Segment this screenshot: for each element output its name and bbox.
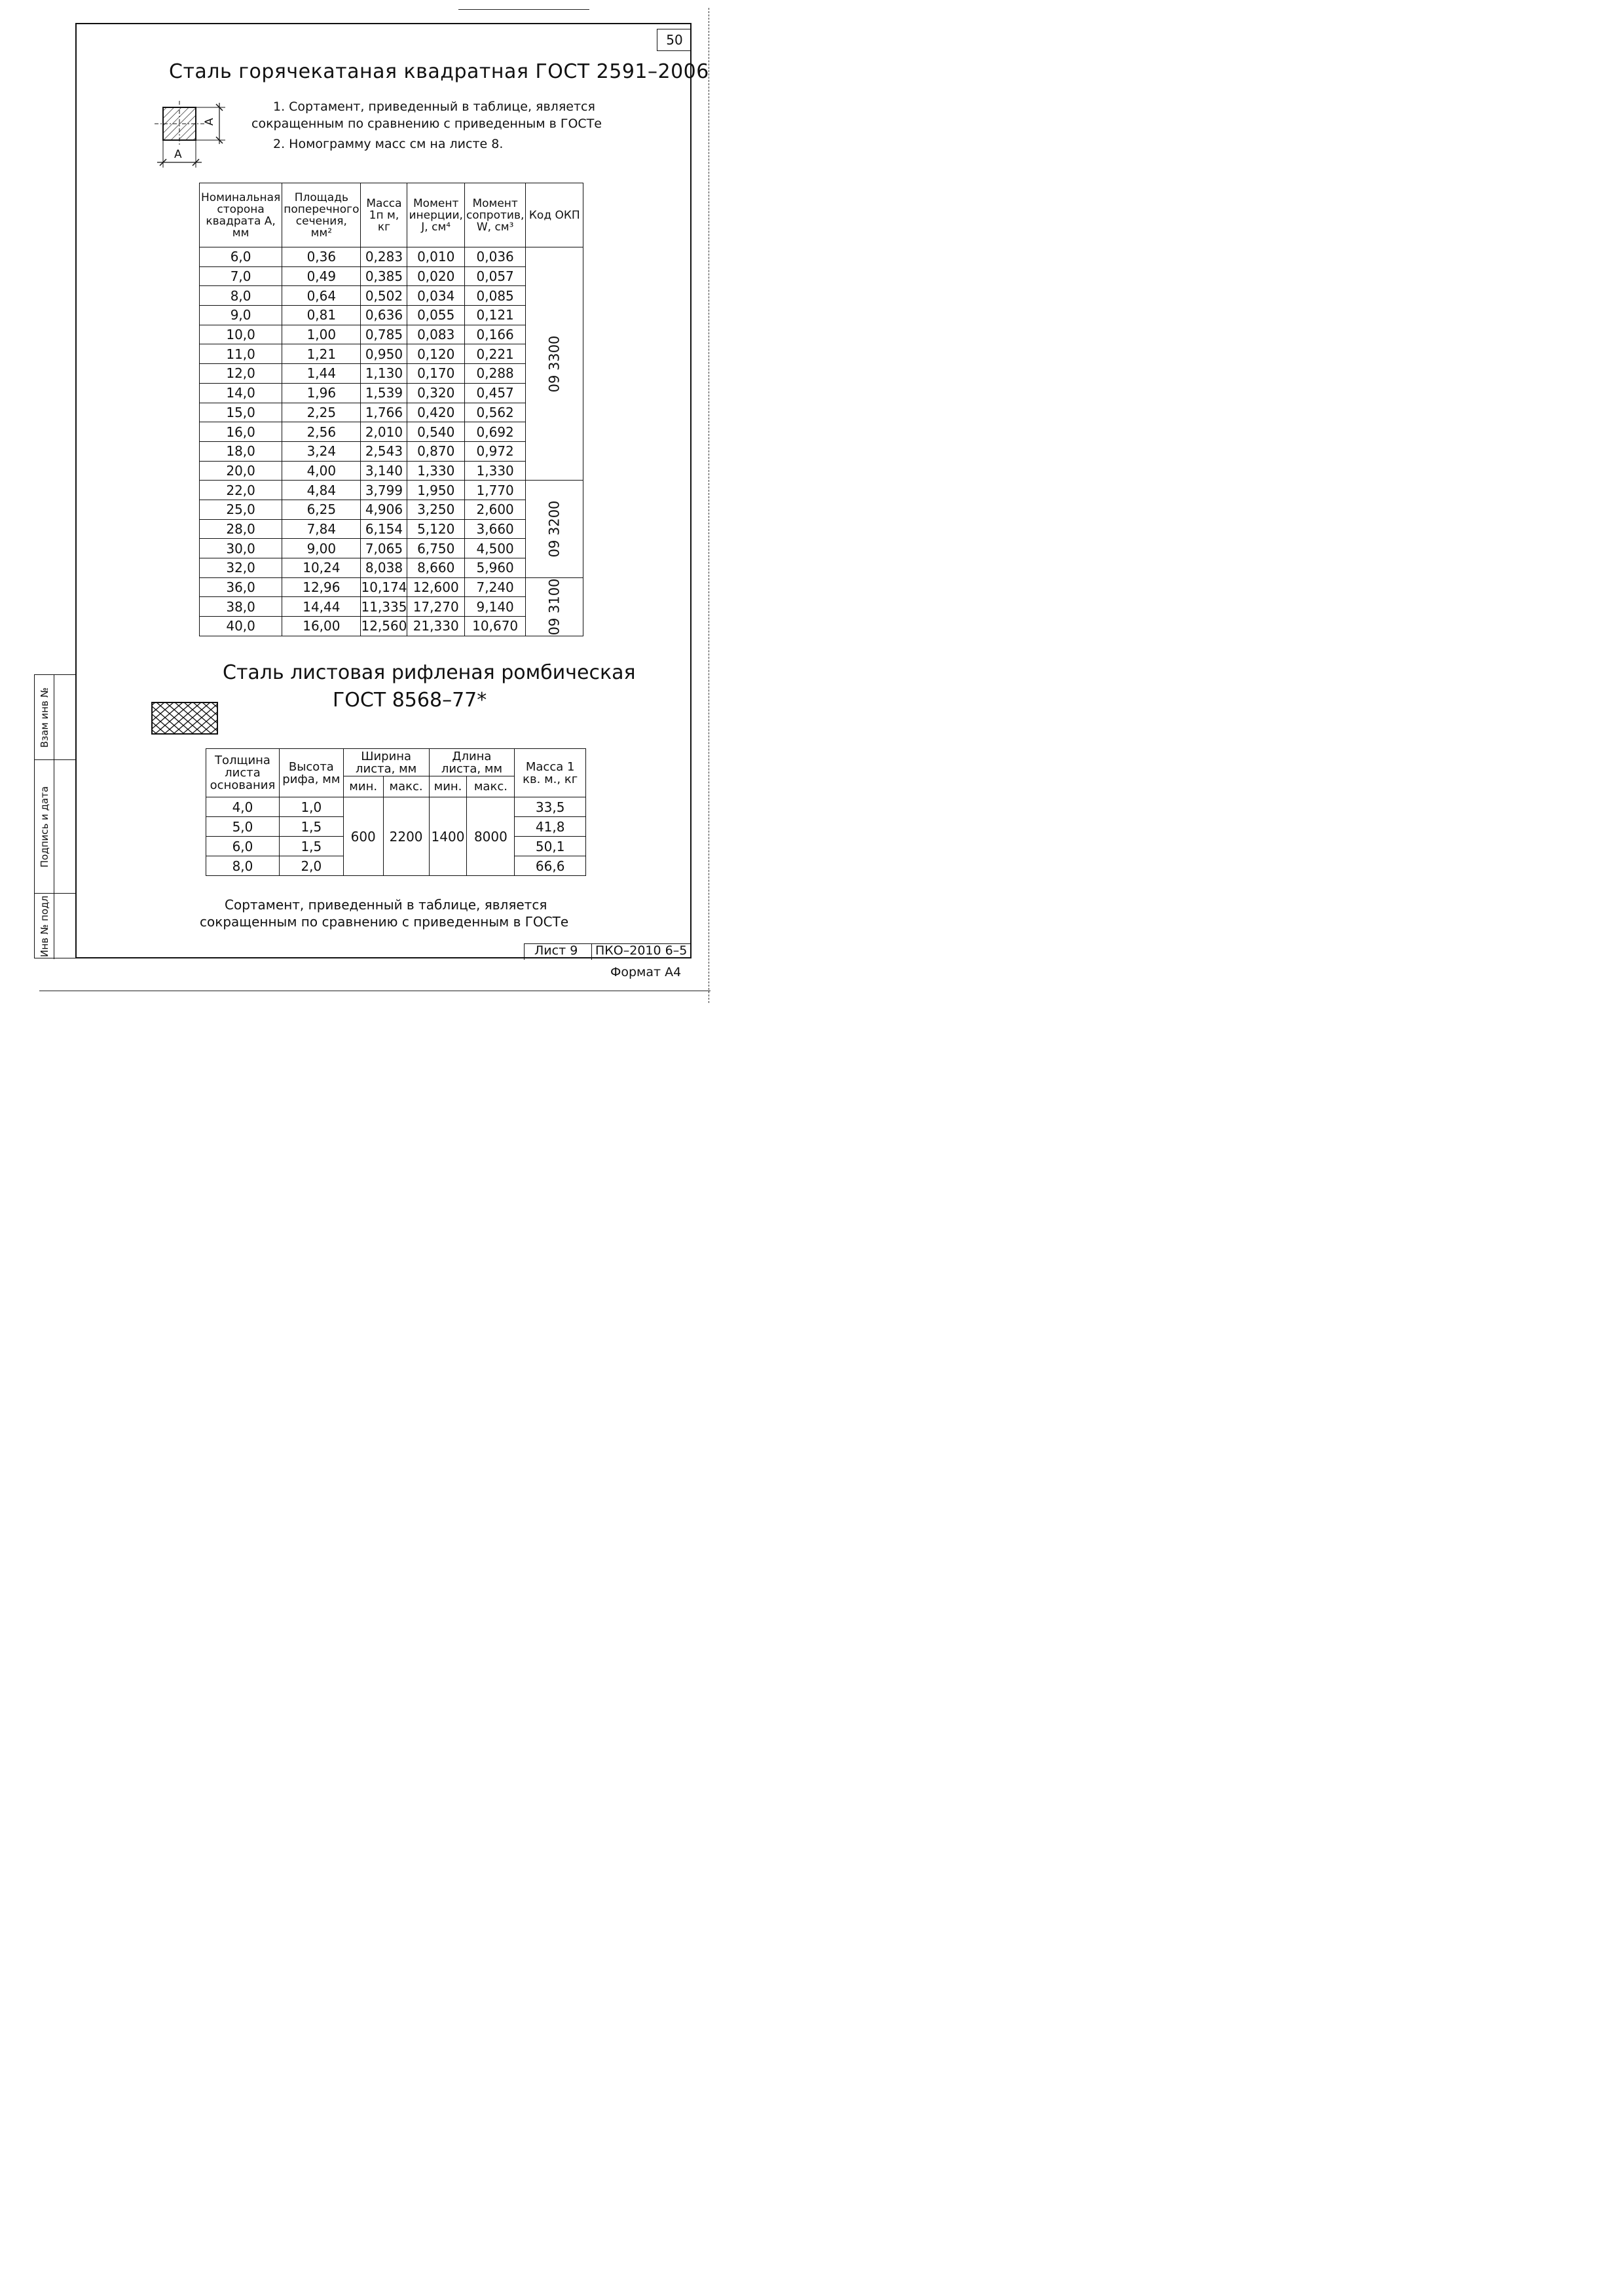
cell-okp-code (526, 481, 583, 577)
cell-area: 2,25 (282, 403, 361, 422)
cell-mass: 0,385 (361, 266, 407, 286)
cell-inertia: 12,600 (407, 577, 464, 597)
cell-length-max: 8000 (467, 797, 515, 876)
cell-inertia: 0,083 (407, 325, 464, 344)
cell-side: 10,0 (200, 325, 282, 344)
table-row (200, 286, 583, 306)
cell-mass: 7,065 (361, 539, 407, 558)
header-okp-code: Код ОКП (526, 183, 583, 247)
cell-inertia: 3,250 (407, 500, 464, 519)
stamp-field-replacement (35, 675, 54, 760)
table-row (200, 403, 583, 422)
cell-inertia: 0,120 (407, 344, 464, 364)
cell-resistance: 1,770 (464, 481, 525, 500)
sheet-divider-left (524, 944, 525, 960)
cell-width-max: 2200 (383, 797, 429, 876)
header-resistance: Момент сопротив, W, см³ (464, 183, 525, 247)
cell-resistance: 1,330 (464, 461, 525, 481)
table-row (200, 539, 583, 558)
cell-side: 8,0 (200, 286, 282, 306)
cell-inertia: 5,120 (407, 519, 464, 539)
table-row (200, 441, 583, 461)
cell-mass: 11,335 (361, 597, 407, 617)
stamp-field-signature-label: Подпись и дата (38, 786, 50, 867)
table-row (200, 422, 583, 442)
header-length-max: макс. (467, 776, 515, 797)
cell-mass: 3,140 (361, 461, 407, 481)
side-stamp (34, 674, 76, 958)
cell-thickness: 4,0 (206, 797, 280, 817)
cell-resistance: 7,240 (464, 577, 525, 597)
cell-mass: 2,543 (361, 441, 407, 461)
cell-width-min: 600 (343, 797, 383, 876)
cell-side: 15,0 (200, 403, 282, 422)
cell-mass: 0,785 (361, 325, 407, 344)
cell-inertia: 0,170 (407, 364, 464, 384)
table-row (200, 617, 583, 636)
cell-area: 2,56 (282, 422, 361, 442)
cell-side: 40,0 (200, 617, 282, 636)
cell-area: 0,36 (282, 247, 361, 267)
cell-resistance: 2,600 (464, 500, 525, 519)
cell-area: 1,21 (282, 344, 361, 364)
table-row (200, 247, 583, 267)
figure-label-side: A (202, 118, 216, 126)
cell-mass: 3,799 (361, 481, 407, 500)
header-width: Ширина листа, мм (343, 749, 429, 776)
cell-rib-height: 1,0 (279, 797, 343, 817)
cell-side: 30,0 (200, 539, 282, 558)
cell-inertia: 0,034 (407, 286, 464, 306)
cell-side: 11,0 (200, 344, 282, 364)
cell-mass: 2,010 (361, 422, 407, 442)
page-title: Сталь горячекатаная квадратная ГОСТ 2591–2006 (169, 60, 709, 83)
cell-mass: 8,038 (361, 558, 407, 578)
cell-thickness: 8,0 (206, 856, 280, 876)
stamp-field-replacement-label: Взам инв № (38, 687, 50, 748)
sheet-divider-mid (591, 944, 592, 960)
table-row (200, 325, 583, 344)
cell-inertia: 17,270 (407, 597, 464, 617)
cell-area: 1,96 (282, 383, 361, 403)
header-thickness: Толщина листа основания (206, 749, 280, 797)
okp-code-label: 09 3200 (546, 500, 563, 558)
cell-area: 4,84 (282, 481, 361, 500)
document-code: ПКО–2010 6–5 (595, 943, 688, 958)
cell-side: 36,0 (200, 577, 282, 597)
cell-okp-code (526, 577, 583, 636)
cell-inertia: 0,020 (407, 266, 464, 286)
cell-area: 4,00 (282, 461, 361, 481)
cell-side: 25,0 (200, 500, 282, 519)
cell-rib-height: 1,5 (279, 817, 343, 837)
table-row (206, 797, 586, 817)
cell-mass: 4,906 (361, 500, 407, 519)
cell-area: 0,49 (282, 266, 361, 286)
table-row (200, 383, 583, 403)
header-width-min: мин. (343, 776, 383, 797)
header-mass: Масса 1 кв. м., кг (515, 749, 586, 797)
header-length-min: мин. (429, 776, 467, 797)
table-row (200, 306, 583, 325)
cell-inertia: 0,320 (407, 383, 464, 403)
table-row (200, 500, 583, 519)
cell-resistance: 0,121 (464, 306, 525, 325)
cell-resistance: 10,670 (464, 617, 525, 636)
table-row (200, 481, 583, 500)
cell-inertia: 8,660 (407, 558, 464, 578)
cell-area: 14,44 (282, 597, 361, 617)
bottom-note-line-2: сокращенным по сравнению с приведенным в ГОСТе (200, 914, 569, 930)
table-row (200, 577, 583, 597)
cell-resistance: 4,500 (464, 539, 525, 558)
cell-mass: 0,950 (361, 344, 407, 364)
okp-code-label: 09 3300 (546, 335, 563, 393)
cell-resistance: 0,692 (464, 422, 525, 442)
cell-resistance: 0,288 (464, 364, 525, 384)
cell-side: 18,0 (200, 441, 282, 461)
rhombic-pattern-icon (151, 702, 218, 735)
section-title-line-1: Сталь листовая рифленая ромбическая (223, 661, 636, 684)
cell-side: 7,0 (200, 266, 282, 286)
cell-side: 38,0 (200, 597, 282, 617)
paper-format: Формат А4 (610, 965, 682, 979)
cell-resistance: 0,562 (464, 403, 525, 422)
section-title-line-2: ГОСТ 8568–77* (333, 689, 487, 712)
cell-side: 16,0 (200, 422, 282, 442)
cell-mass: 1,766 (361, 403, 407, 422)
stamp-field-signature (35, 760, 54, 894)
cell-thickness: 6,0 (206, 837, 280, 856)
header-area: Площадь поперечного сечения, мм² (282, 183, 361, 247)
cell-resistance: 0,085 (464, 286, 525, 306)
note-1-line-2: сокращенным по сравнению с приведенным в ГОСТе (251, 117, 602, 131)
cell-resistance: 0,972 (464, 441, 525, 461)
cell-mass: 50,1 (515, 837, 586, 856)
cell-area: 12,96 (282, 577, 361, 597)
cell-area: 7,84 (282, 519, 361, 539)
cell-side: 22,0 (200, 481, 282, 500)
table-row (200, 558, 583, 578)
table-header-row (200, 183, 583, 247)
header-mass: Масса 1п м, кг (361, 183, 407, 247)
cell-mass: 0,636 (361, 306, 407, 325)
cell-resistance: 3,660 (464, 519, 525, 539)
cell-side: 9,0 (200, 306, 282, 325)
cell-resistance: 0,057 (464, 266, 525, 286)
note-1-line-1: 1. Сортамент, приведенный в таблице, является (273, 100, 595, 114)
cell-resistance: 0,221 (464, 344, 525, 364)
cell-area: 3,24 (282, 441, 361, 461)
bottom-note-line-1: Сортамент, приведенный в таблице, является (225, 897, 547, 913)
cell-inertia: 1,330 (407, 461, 464, 481)
cell-side: 6,0 (200, 247, 282, 267)
cell-side: 28,0 (200, 519, 282, 539)
top-trim-line (458, 9, 589, 10)
cell-inertia: 0,055 (407, 306, 464, 325)
okp-code-label: 09 3100 (546, 578, 563, 636)
cell-resistance: 0,166 (464, 325, 525, 344)
cell-thickness: 5,0 (206, 817, 280, 837)
page-number: 50 (666, 32, 683, 48)
cell-inertia: 1,950 (407, 481, 464, 500)
cell-resistance: 0,036 (464, 247, 525, 267)
cell-area: 16,00 (282, 617, 361, 636)
cell-mass: 0,502 (361, 286, 407, 306)
cell-area: 0,81 (282, 306, 361, 325)
cell-side: 14,0 (200, 383, 282, 403)
cell-side: 20,0 (200, 461, 282, 481)
cell-area: 1,00 (282, 325, 361, 344)
cell-area: 10,24 (282, 558, 361, 578)
note-2: 2. Номограмму масс см на листе 8. (273, 137, 504, 151)
cell-rib-height: 2,0 (279, 856, 343, 876)
cell-inertia: 0,420 (407, 403, 464, 422)
cell-mass: 33,5 (515, 797, 586, 817)
stamp-field-original-label: Инв № подл (38, 896, 50, 957)
cell-mass: 0,283 (361, 247, 407, 267)
cell-mass: 6,154 (361, 519, 407, 539)
sheet-number: Лист 9 (534, 943, 578, 958)
cell-resistance: 9,140 (464, 597, 525, 617)
header-side: Номинальная сторона квадрата А, мм (200, 183, 282, 247)
cell-area: 6,25 (282, 500, 361, 519)
cell-inertia: 21,330 (407, 617, 464, 636)
square-section-icon (152, 100, 231, 170)
cell-area: 9,00 (282, 539, 361, 558)
cell-mass: 1,130 (361, 364, 407, 384)
cell-mass: 41,8 (515, 817, 586, 837)
cell-mass: 10,174 (361, 577, 407, 597)
cell-area: 0,64 (282, 286, 361, 306)
table-header-row (206, 749, 586, 776)
header-inertia: Момент инерции, J, см⁴ (407, 183, 464, 247)
cell-resistance: 0,457 (464, 383, 525, 403)
cell-inertia: 0,010 (407, 247, 464, 267)
rhombic-sheet-table (206, 748, 586, 876)
header-length: Длина листа, мм (429, 749, 515, 776)
cell-inertia: 0,540 (407, 422, 464, 442)
cell-side: 12,0 (200, 364, 282, 384)
cell-length-min: 1400 (429, 797, 467, 876)
header-rib-height: Высота рифа, мм (279, 749, 343, 797)
cell-area: 1,44 (282, 364, 361, 384)
table-row (200, 461, 583, 481)
figure-label-bottom: A (174, 148, 182, 161)
cell-inertia: 6,750 (407, 539, 464, 558)
table-row (200, 266, 583, 286)
stamp-value-signature (54, 760, 77, 894)
square-steel-table (199, 183, 583, 636)
cell-inertia: 0,870 (407, 441, 464, 461)
cell-mass: 66,6 (515, 856, 586, 876)
header-width-max: макс. (383, 776, 429, 797)
cell-rib-height: 1,5 (279, 837, 343, 856)
stamp-value-replacement (54, 675, 77, 760)
cell-okp-code (526, 247, 583, 481)
cell-mass: 1,539 (361, 383, 407, 403)
cell-side: 32,0 (200, 558, 282, 578)
stamp-field-original (35, 894, 54, 959)
cell-resistance: 5,960 (464, 558, 525, 578)
cell-mass: 12,560 (361, 617, 407, 636)
